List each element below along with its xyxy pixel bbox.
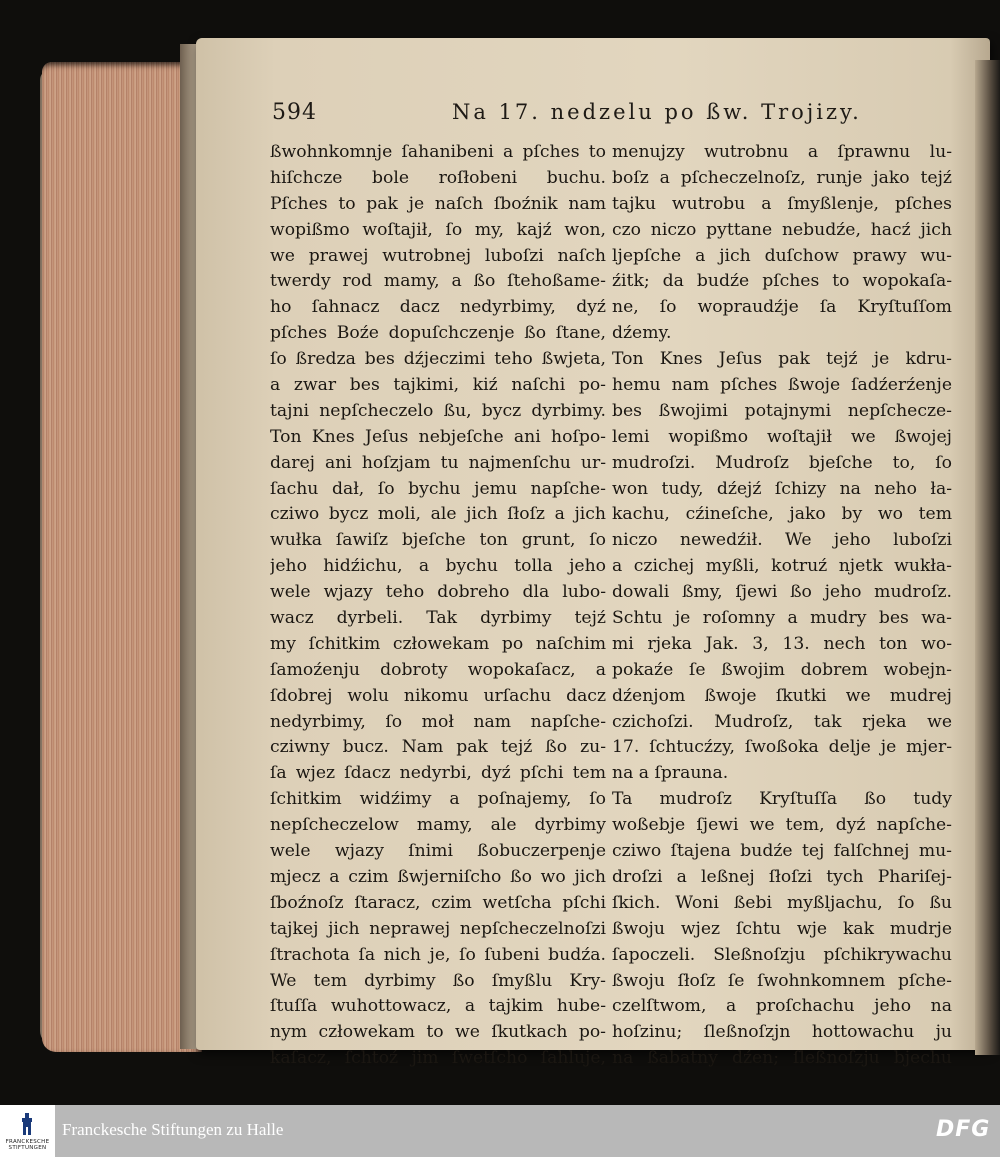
text-line: wułka ſawiſz bjeſche ton grunt, ſo <box>270 530 606 551</box>
text-line: dźemy. <box>612 323 672 344</box>
page-edges <box>42 62 202 1052</box>
page-header <box>272 100 862 130</box>
page-number: 594 <box>272 100 317 125</box>
text-line: dźenjom ßwoje ſkutki we mudrej <box>612 685 952 706</box>
institution-logo[interactable] <box>0 1105 55 1157</box>
text-line: nedyrbimy, ſo moł nam napſche- <box>270 711 606 732</box>
text-line: ſtuſſa wuhottowacz, a tajkim hube- <box>270 996 606 1017</box>
dfg-logo[interactable]: DFG <box>936 1117 991 1142</box>
text-line: Ta mudroſz Kryſtuſſa ßo tudy <box>612 789 952 810</box>
text-line: tajni nepſcheczelo ßu, bycz dyrbimy. <box>270 400 606 421</box>
text-line: ho ſahnacz dacz nedyrbimy, dyź <box>270 297 606 318</box>
text-line: ßwoju wjez ſchtu wje kak mudrje <box>612 918 952 939</box>
text-line: 17. ſchtucźzy, ſwoßoka delje je mjer- <box>612 737 952 758</box>
book-right-edge <box>975 60 1000 1055</box>
text-line: darej ani hoſzjam tu najmenſchu ur- <box>270 452 606 473</box>
text-line: tajku wutrobu a ſmyßlenje, pſches <box>612 193 952 214</box>
text-line: ſdobrej wolu nikomu urſachu dacz <box>270 685 606 706</box>
running-head: Na 17. nedzelu po ßw. Trojizy. <box>452 100 862 124</box>
text-line: ſachu dał, ſo bychu jemu napſche- <box>270 478 606 499</box>
text-line: hoſzinu; ſleßnoſzjn hottowachu ju <box>612 1022 952 1043</box>
text-column-right <box>612 140 952 1072</box>
text-line: ne, ſo wopraudźje ſa Kryſtuſſom <box>612 297 952 318</box>
text-line: boſz a pſcheczelnoſz, runje jako tejź <box>612 167 952 188</box>
text-line: na ßabatny dźen; ſleßnoſzju bjechu <box>612 1048 952 1069</box>
viewer-footer <box>0 1105 1000 1157</box>
footer-title: Franckesche Stiftungen zu Halle <box>62 1120 284 1139</box>
text-line: ljepſche a jich duſchow prawy wu- <box>612 245 952 266</box>
text-line: ſchitkim widźimy a poſnajemy, ſo <box>270 789 606 810</box>
text-line: Ton Knes Jeſus pak tejź je kdru- <box>612 349 952 370</box>
text-column-left <box>270 140 606 1072</box>
text-line: ſamoźenju dobroty wopokaſacz, a <box>270 659 606 680</box>
text-line: twerdy rod mamy, a ßo ſtehoßame- <box>270 271 606 292</box>
text-line: won tudy, dźejź ſchizy na neho ła- <box>612 478 952 499</box>
text-line: wopißmo woſtajił, ſo my, kajź won, <box>270 219 606 240</box>
text-line: mi rjeka Jak. 3, 13. nech ton wo- <box>612 633 952 654</box>
text-line: a zwar bes tajkimi, kiź naſchi po- <box>270 375 606 396</box>
text-line: kaſacz, ſchtoź jim ſwetſcho ſahluje, <box>270 1048 606 1069</box>
text-line: cziwny bucz. Nam pak tejź ßo zu- <box>270 737 606 758</box>
logo-text: FRANCKESCHE STIFTUNGEN <box>5 1139 50 1151</box>
text-line: pokaźe ſe ßwojim dobrem wobejn- <box>612 659 952 680</box>
text-line: ßwohnkomnje ſahanibeni a pſches to <box>270 142 606 162</box>
text-line: wele wjazy teho dobreho dla lubo- <box>270 582 606 603</box>
text-line: pſches Boźe dopuſchczenje ßo ſtane, <box>270 323 606 344</box>
text-line: na a ſprauna. <box>612 763 729 784</box>
text-line: dowali ßmy, ſjewi ßo jeho mudroſz. <box>612 582 952 603</box>
text-line: źitk; da budźe pſches to wopokaſa- <box>612 271 952 292</box>
text-line: Pſches to pak je naſch ſboźnik nam <box>270 193 606 214</box>
text-line: menujzy wutrobnu a ſprawnu lu- <box>612 142 952 162</box>
text-line: ßwoju ſłoſz ſe ſwohnkomnem pſche- <box>612 970 952 991</box>
text-line: jeho hidźichu, a bychu tolla jeho <box>270 556 606 577</box>
text-line: ſboźnoſz ſtaracz, czim wetſcha pſchi <box>270 892 606 913</box>
text-line: nepſcheczelow mamy, ale dyrbimy <box>270 815 606 836</box>
text-line: czichoſzi. Mudroſz, tak rjeka we <box>612 711 952 732</box>
text-line: Schtu je roſomny a mudry bes wa- <box>612 608 952 629</box>
text-line: wele wjazy ſnimi ßobuczerpenje <box>270 841 606 862</box>
text-line: ſtrachota ſa nich je, ſo ſubeni budźa. <box>270 944 606 965</box>
text-line: my ſchitkim człowekam po naſchim <box>270 633 606 654</box>
text-line: We tem dyrbimy ßo ſmyßlu Kry- <box>270 970 606 991</box>
text-line: tajkej jich neprawej nepſcheczelnoſzi <box>270 918 606 939</box>
text-line: kachu, cźineſche, jako by wo tem <box>612 504 952 525</box>
text-line: mjecz a czim ßwjerniſcho ßo wo jich <box>270 866 606 887</box>
text-line: a czichej myßli, kotruź njetk wukła- <box>612 556 952 577</box>
text-line: lemi wopißmo woſtajił we ßwojej <box>612 426 952 447</box>
text-line: wacz dyrbeli. Tak dyrbimy tejź <box>270 608 606 629</box>
text-line: ſapoczeli. Sleßnoſzju pſchikrywachu <box>612 944 952 965</box>
text-line: cziwo ſtajena budźe tej falſchnej mu- <box>612 841 952 862</box>
text-line: ſo ßredza bes dźjeczimi teho ßwjeta, <box>270 349 606 370</box>
text-line: bes ßwojimi potajnymi nepſchecze- <box>612 400 952 421</box>
text-line: Ton Knes Jeſus nebjeſche ani hoſpo- <box>270 426 606 447</box>
text-line: ſkich. Woni ßebi myßljachu, ſo ßu <box>612 892 952 913</box>
text-line: niczo newedźił. We jeho luboſzi <box>612 530 952 551</box>
text-line: czo niczo pyttane nebudźe, hacź jich <box>612 219 952 240</box>
text-line: we prawej wutrobnej luboſzi naſch <box>270 245 606 266</box>
text-line: cziwo bycz moli, ale jich ſłoſz a jich <box>270 504 606 525</box>
text-line: hemu nam pſches ßwoje ſadźerźenje <box>612 375 952 396</box>
text-line: nym człowekam to we ſkutkach po- <box>270 1022 606 1043</box>
text-line: czelſtwom, a proſchachu jeho na <box>612 996 952 1017</box>
text-line: mudroſzi. Mudroſz bjeſche to, ſo <box>612 452 952 473</box>
text-line: woßebje ſjewi we tem, dyź napſche- <box>612 815 952 836</box>
text-line: droſzi a leßnej ſłoſzi tych Phariſej- <box>612 866 952 887</box>
text-line: hiſchcze bole roſłobeni buchu. <box>270 167 606 188</box>
stiftungen-logo-icon <box>20 1113 34 1135</box>
text-line: ſa wjez ſdacz nedyrbi, dyź pſchi tem <box>270 763 606 784</box>
